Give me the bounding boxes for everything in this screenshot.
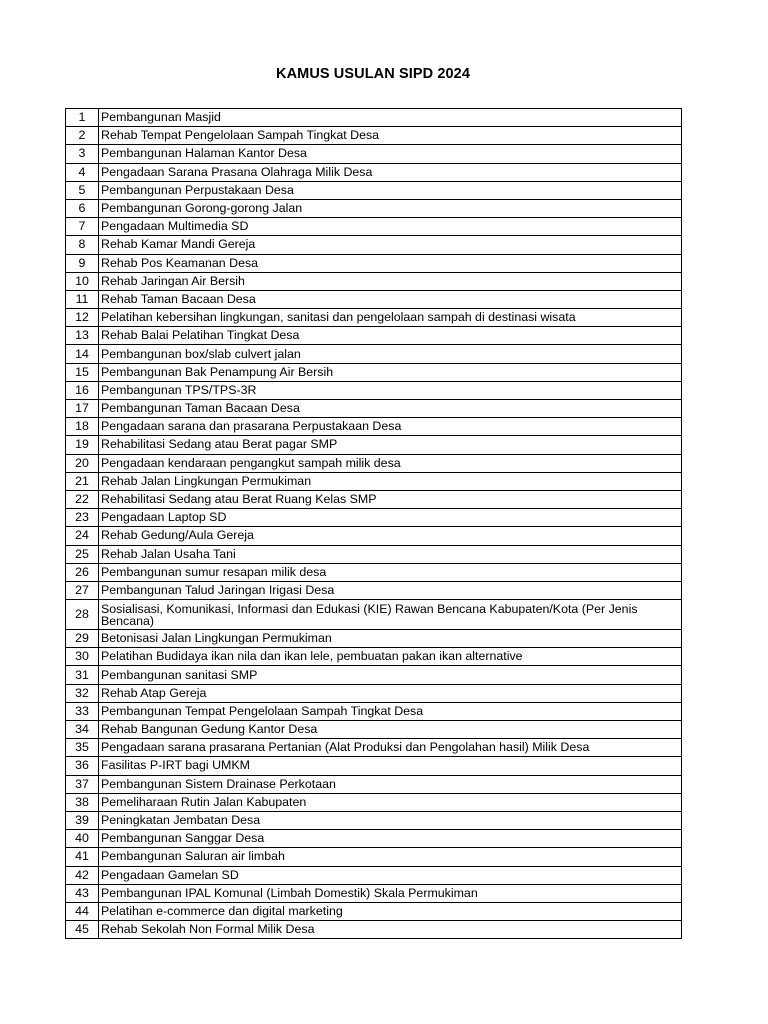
row-number: 30 — [66, 648, 99, 666]
usulan-item: Pembangunan Sistem Drainase Perkotaan — [99, 775, 682, 793]
table-row — [66, 418, 682, 436]
table-row — [66, 830, 682, 848]
usulan-item: Rehab Jalan Usaha Tani — [99, 545, 682, 563]
row-number: 18 — [66, 418, 99, 436]
row-number: 9 — [66, 254, 99, 272]
usulan-item: Fasilitas P-IRT bagi UMKM — [99, 757, 682, 775]
table-row — [66, 181, 682, 199]
table-row — [66, 581, 682, 599]
table-row — [66, 793, 682, 811]
row-number: 7 — [66, 218, 99, 236]
table-row — [66, 702, 682, 720]
table-row — [66, 218, 682, 236]
row-number: 33 — [66, 702, 99, 720]
table-row — [66, 721, 682, 739]
usulan-item: Rehab Jalan Lingkungan Permukiman — [99, 472, 682, 490]
usulan-item: Rehab Pos Keamanan Desa — [99, 254, 682, 272]
usulan-item: Pengadaan Gamelan SD — [99, 866, 682, 884]
usulan-item: Pembangunan Gorong-gorong Jalan — [99, 199, 682, 217]
row-number: 23 — [66, 509, 99, 527]
row-number: 45 — [66, 921, 99, 939]
table-row — [66, 327, 682, 345]
table-row — [66, 490, 682, 508]
row-number: 17 — [66, 400, 99, 418]
table-row — [66, 145, 682, 163]
row-number: 8 — [66, 236, 99, 254]
usulan-item: Pembangunan Halaman Kantor Desa — [99, 145, 682, 163]
usulan-item: Pengadaan Laptop SD — [99, 509, 682, 527]
row-number: 20 — [66, 454, 99, 472]
usulan-item: Pembangunan IPAL Komunal (Limbah Domestik) Skala Permukiman — [99, 884, 682, 902]
row-number: 43 — [66, 884, 99, 902]
usulan-item: Pembangunan Bak Penampung Air Bersih — [99, 363, 682, 381]
table-row — [66, 666, 682, 684]
row-number: 27 — [66, 581, 99, 599]
usulan-item: Pengadaan Multimedia SD — [99, 218, 682, 236]
row-number: 38 — [66, 793, 99, 811]
row-number: 3 — [66, 145, 99, 163]
row-number: 36 — [66, 757, 99, 775]
row-number: 19 — [66, 436, 99, 454]
usulan-item: Pembangunan Masjid — [99, 109, 682, 127]
row-number: 35 — [66, 739, 99, 757]
table-row — [66, 739, 682, 757]
table-row — [66, 811, 682, 829]
table-row — [66, 363, 682, 381]
table-row — [66, 884, 682, 902]
table-row — [66, 199, 682, 217]
row-number: 34 — [66, 721, 99, 739]
row-number: 15 — [66, 363, 99, 381]
usulan-table-body — [66, 109, 682, 939]
usulan-item: Betonisasi Jalan Lingkungan Permukiman — [99, 630, 682, 648]
table-row — [66, 757, 682, 775]
table-row — [66, 472, 682, 490]
usulan-item: Pembangunan Talud Jaringan Irigasi Desa — [99, 581, 682, 599]
usulan-item: Pemeliharaan Rutin Jalan Kabupaten — [99, 793, 682, 811]
row-number: 13 — [66, 327, 99, 345]
row-number: 40 — [66, 830, 99, 848]
usulan-item: Rehab Sekolah Non Formal Milik Desa — [99, 921, 682, 939]
table-row — [66, 509, 682, 527]
row-number: 14 — [66, 345, 99, 363]
usulan-item: Sosialisasi, Komunikasi, Informasi dan Edukasi (KIE) Rawan Bencana Kabupaten/Kota (Per Jenis Bencana) — [99, 600, 682, 630]
table-row — [66, 545, 682, 563]
usulan-table — [65, 108, 682, 939]
usulan-item: Pembangunan box/slab culvert jalan — [99, 345, 682, 363]
usulan-item: Rehab Taman Bacaan Desa — [99, 290, 682, 308]
table-row — [66, 400, 682, 418]
row-number: 12 — [66, 309, 99, 327]
table-row — [66, 527, 682, 545]
table-row — [66, 345, 682, 363]
usulan-item: Rehabilitasi Sedang atau Berat pagar SMP — [99, 436, 682, 454]
row-number: 39 — [66, 811, 99, 829]
usulan-item: Pembangunan TPS/TPS-3R — [99, 381, 682, 399]
table-row — [66, 109, 682, 127]
row-number: 10 — [66, 272, 99, 290]
table-row — [66, 600, 682, 630]
table-row — [66, 272, 682, 290]
usulan-item: Rehab Kamar Mandi Gereja — [99, 236, 682, 254]
table-row — [66, 775, 682, 793]
row-number: 32 — [66, 684, 99, 702]
table-row — [66, 866, 682, 884]
row-number: 16 — [66, 381, 99, 399]
usulan-item: Pembangunan Perpustakaan Desa — [99, 181, 682, 199]
table-row — [66, 648, 682, 666]
usulan-item: Pelatihan kebersihan lingkungan, sanitasi dan pengelolaan sampah di destinasi wisata — [99, 309, 682, 327]
usulan-item: Rehab Atap Gereja — [99, 684, 682, 702]
row-number: 29 — [66, 630, 99, 648]
usulan-item: Pembangunan Taman Bacaan Desa — [99, 400, 682, 418]
table-row — [66, 290, 682, 308]
row-number: 22 — [66, 490, 99, 508]
table-row — [66, 630, 682, 648]
usulan-item: Rehab Gedung/Aula Gereja — [99, 527, 682, 545]
usulan-item: Pembangunan Tempat Pengelolaan Sampah Tingkat Desa — [99, 702, 682, 720]
usulan-item: Pembangunan Sanggar Desa — [99, 830, 682, 848]
row-number: 28 — [66, 600, 99, 630]
row-number: 26 — [66, 563, 99, 581]
usulan-item: Rehabilitasi Sedang atau Berat Ruang Kelas SMP — [99, 490, 682, 508]
row-number: 25 — [66, 545, 99, 563]
usulan-item: Peningkatan Jembatan Desa — [99, 811, 682, 829]
usulan-item: Pelatihan Budidaya ikan nila dan ikan lele, pembuatan pakan ikan alternative — [99, 648, 682, 666]
usulan-item: Pelatihan e-commerce dan digital marketing — [99, 902, 682, 920]
table-row — [66, 848, 682, 866]
table-row — [66, 254, 682, 272]
table-row — [66, 921, 682, 939]
table-row — [66, 309, 682, 327]
table-row — [66, 436, 682, 454]
row-number: 37 — [66, 775, 99, 793]
usulan-item: Pengadaan sarana prasarana Pertanian (Alat Produksi dan Pengolahan hasil) Milik Desa — [99, 739, 682, 757]
table-row — [66, 563, 682, 581]
usulan-item: Rehab Bangunan Gedung Kantor Desa — [99, 721, 682, 739]
usulan-item: Pengadaan sarana dan prasarana Perpustakaan Desa — [99, 418, 682, 436]
row-number: 6 — [66, 199, 99, 217]
table-row — [66, 236, 682, 254]
usulan-item: Pembangunan sanitasi SMP — [99, 666, 682, 684]
page-title: KAMUS USULAN SIPD 2024 — [276, 66, 470, 82]
row-number: 5 — [66, 181, 99, 199]
table-row — [66, 902, 682, 920]
row-number: 11 — [66, 290, 99, 308]
row-number: 21 — [66, 472, 99, 490]
row-number: 4 — [66, 163, 99, 181]
usulan-item: Rehab Balai Pelatihan Tingkat Desa — [99, 327, 682, 345]
usulan-item: Rehab Jaringan Air Bersih — [99, 272, 682, 290]
usulan-item: Pembangunan sumur resapan milik desa — [99, 563, 682, 581]
row-number: 24 — [66, 527, 99, 545]
table-row — [66, 684, 682, 702]
usulan-item: Pengadaan Sarana Prasana Olahraga Milik Desa — [99, 163, 682, 181]
row-number: 31 — [66, 666, 99, 684]
row-number: 2 — [66, 127, 99, 145]
row-number: 1 — [66, 109, 99, 127]
row-number: 44 — [66, 902, 99, 920]
row-number: 41 — [66, 848, 99, 866]
table-row — [66, 163, 682, 181]
usulan-item: Pembangunan Saluran air limbah — [99, 848, 682, 866]
table-row — [66, 127, 682, 145]
usulan-item: Rehab Tempat Pengelolaan Sampah Tingkat Desa — [99, 127, 682, 145]
table-row — [66, 454, 682, 472]
table-row — [66, 381, 682, 399]
usulan-item: Pengadaan kendaraan pengangkut sampah milik desa — [99, 454, 682, 472]
row-number: 42 — [66, 866, 99, 884]
